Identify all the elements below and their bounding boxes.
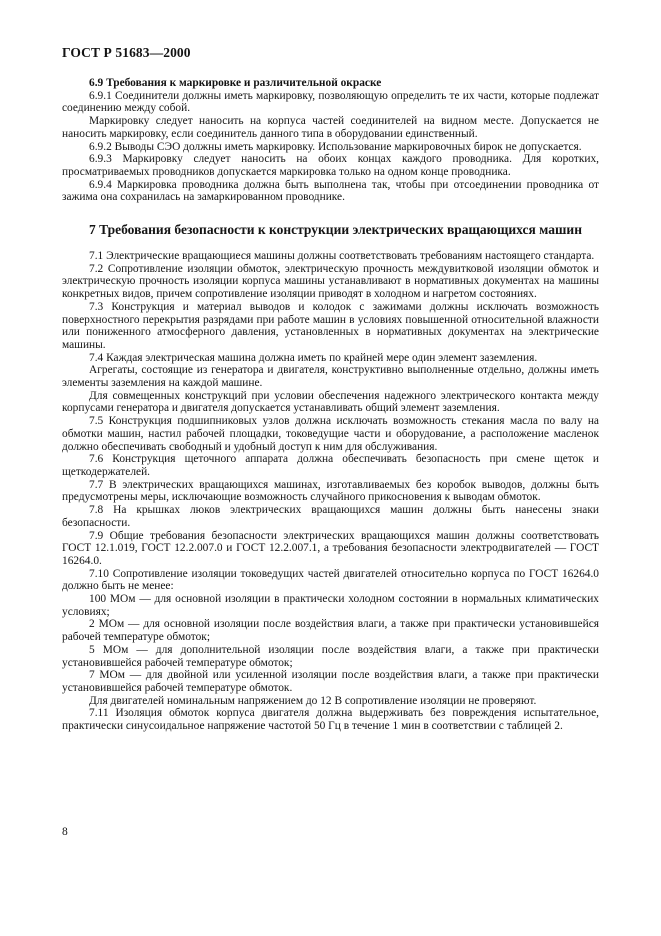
document-body	[62, 77, 599, 733]
paragraph: 7 МОм — для двойной или усиленной изоляции после воздействия влаги, а также при практически установившейся рабочей температуре обмоток.	[62, 669, 599, 694]
paragraph: 7.1 Электрические вращающиеся машины должны соответствовать требованиям настоящего стандарта.	[89, 250, 595, 263]
paragraph: 7.2 Сопротивление изоляции обмоток, электрическую прочность междувитковой изоляции обмоток и электрическую прочность изоляции корпуса машины устанавливают в нормативных документах на машины конкретных видов, причем сопротивление изоляции приводят в холодном и нагретом состояниях.	[62, 262, 599, 301]
paragraph: 100 МОм — для основной изоляции в практически холодном состоянии в нормальных климатических условиях;	[62, 593, 599, 618]
paragraph: 7.6 Конструкция щеточного аппарата должна обеспечивать безопасность при смене щеток и щеткодержателей.	[62, 453, 599, 478]
paragraph: 7.5 Конструкция подшипниковых узлов должна исключать возможность стекания масла по валу на обмотки машин, настил рабочей площадки, токоведущие части и оборудование, а расположение масленок должно обеспечивать свободный и удобный доступ к ним для обслуживания.	[62, 415, 599, 453]
paragraph: Для совмещенных конструкций при условии обеспечения надежного электрического контакта между корпусами генератора и двигателя допускается устанавливать общий элемент заземления.	[62, 389, 599, 415]
paragraph: 7.10 Сопротивление изоляции токоведущих частей двигателей относительно корпуса по ГОСТ 16264.0 должно быть не менее:	[62, 567, 599, 593]
document-header: ГОСТ Р 51683—2000	[62, 45, 191, 60]
section-title: 7 Требования безопасности к конструкции электрических вращающихся машин	[89, 222, 582, 238]
paragraph: 6.9.3 Маркировку следует наносить на обоих концах каждого проводника. Для коротких, просматриваемых проводников допускается маркировка только на одном конце проводника.	[62, 153, 599, 178]
subsection-title: 6.9 Требования к маркировке и различительной окраске	[89, 77, 382, 89]
paragraph: Для двигателей номинальным напряжением до 12 В сопротивление изоляции не проверяют.	[89, 694, 537, 707]
paragraph: 7.3 Конструкция и материал выводов и колодок с зажимами должны исключать возможность поверхностного перекрытия разрядами при работе машин в условиях повышенной относительной влажности или пониженного атмосферного давления, установленных в нормативных документах на электрические машины.	[62, 300, 599, 351]
paragraph: 2 МОм — для основной изоляции после воздействия влаги, а также при практически установившейся рабочей температуре обмоток;	[62, 618, 599, 644]
paragraph: 6.9.2 Выводы СЭО должны иметь маркировку. Использование маркировочных бирок не допускается.	[89, 140, 582, 153]
paragraph: 7.11 Изоляция обмоток корпуса двигателя должна выдерживать без повреждения испытательное, практически синусоидальное напряжение частотой 50 Гц в течение 1 мин в соответствии с таблицей 2.	[62, 707, 599, 733]
paragraph: 7.4 Каждая электрическая машина должна иметь по крайней мере один элемент заземления.	[89, 351, 538, 364]
paragraph: 7.7 В электрических вращающихся машинах, изготавливаемых без коробок выводов, должны быть предусмотрены меры, исключающие возможность случайного прикосновения к выводам обмоток.	[62, 478, 599, 504]
paragraph: 7.8 На крышках люков электрических вращающихся машин должны быть нанесены знаки безопасности.	[62, 504, 599, 529]
paragraph: Маркировку следует наносить на корпуса частей соединителей на видном месте. Допускается не наносить маркировку, если соединитель данного типа в оборудовании единственный.	[62, 115, 599, 140]
paragraph: 6.9.1 Соединители должны иметь маркировку, позволяющую определить те их части, которые подлежат соединению между собой.	[62, 89, 599, 115]
paragraph: 5 МОм — для дополнительной изоляции после воздействия влаги, а также при практически установившейся рабочей температуре обмоток;	[62, 643, 599, 669]
paragraph: Агрегаты, состоящие из генератора и двигателя, конструктивно выполненные отдельно, должны иметь элементы заземления на каждой машине.	[62, 364, 599, 390]
paragraph: 7.9 Общие требования безопасности электрических вращающихся машин должны соответствовать ГОСТ 12.1.019, ГОСТ 12.2.007.0 и ГОСТ 12.2.007.1, а требования безопасности электродвигателей — ГОСТ 16264.0.	[62, 529, 599, 567]
paragraph: 6.9.4 Маркировка проводника должна быть выполнена так, чтобы при отсоединении проводника от зажима она сохранилась на замаркированном проводнике.	[62, 178, 599, 204]
page-number: 8	[62, 826, 68, 838]
